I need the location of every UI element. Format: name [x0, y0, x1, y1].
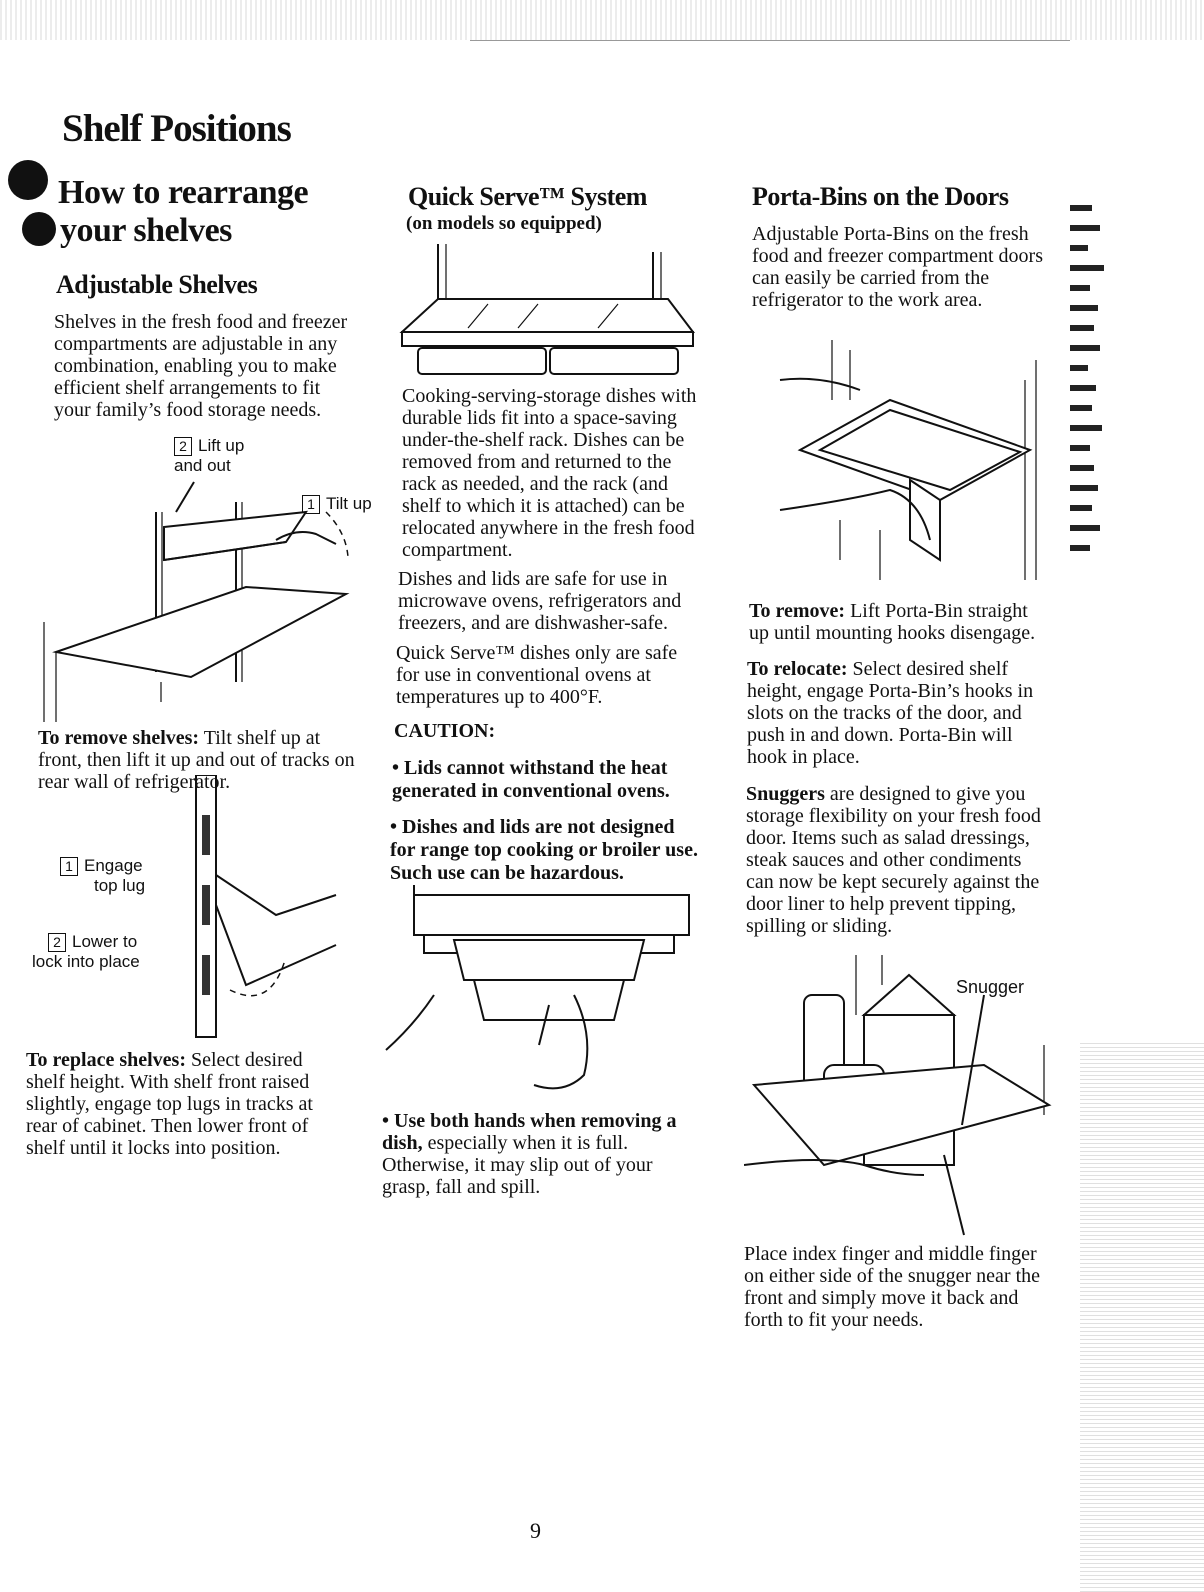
quick-serve-rack-illustration — [398, 244, 698, 380]
section-heading — [58, 174, 308, 250]
heading-line: your shelves — [60, 212, 232, 249]
fig2-label-lower: 2 Lower to lock into place — [32, 932, 140, 972]
scan-rule — [470, 40, 1070, 41]
fig1-label-tilt-up: 1 Tilt up — [302, 494, 372, 514]
adjustable-shelves-heading: Adjustable Shelves — [56, 270, 258, 299]
page-edge-marks — [1070, 205, 1110, 595]
snugger-illustration — [744, 955, 1054, 1240]
step-number: 2 — [174, 437, 192, 456]
step-number: 1 — [60, 857, 78, 876]
section-bullet-icon — [22, 212, 56, 246]
snuggers-text: Snuggers are designed to give you storage flexibility on your fresh food door. Items such as salad dressings, steak sauces and other condiments can now be kept securely against the door liner to help prevent tipping, spilling or sliding. — [746, 783, 1041, 937]
porta-bin-relocate-text: To relocate: Select desired shelf height, engage Porta-Bin’s hooks in slots on the tracks of the door, and push in and down. Porta-Bin will hook in place. — [747, 658, 1034, 768]
remove-shelves-text: To remove shelves: Tilt shelf up at front, then lift it up and out of tracks on rear wall of refrigerator. — [38, 727, 355, 793]
caution-item: • Lids cannot withstand the heat generated in conventional ovens. — [392, 757, 670, 802]
dish-removal-illustration — [384, 885, 694, 1095]
fig1-label-lift-up: 2 Lift up and out — [174, 436, 245, 476]
caution-item: • Dishes and lids are not designed for range top cooking or broiler use. Such use can be hazardous. — [390, 816, 698, 884]
quick-serve-para3: Quick Serve™ dishes only are safe for use in conventional ovens at temperatures up to 400°F. — [396, 642, 678, 708]
shelf-install-illustration — [150, 775, 350, 1040]
snugger-label: Snugger — [956, 977, 1025, 997]
quick-serve-para2: Dishes and lids are safe for use in microwave ovens, refrigerators and freezers, and are dishwasher-safe. — [398, 568, 682, 634]
step-number: 1 — [302, 495, 320, 514]
quick-serve-para1: Cooking-serving-storage dishes with durable lids fit into a space-saving under-the-shelf rack. Dishes can be removed from and returned to the rack as needed, and the rack (and shelf to which it is attached) can be relocated anywhere in the fresh food compartment. — [402, 385, 697, 561]
caution-label: CAUTION: — [394, 720, 496, 742]
porta-bin-remove-lead: To remove: — [749, 600, 846, 622]
replace-shelves-lead: To replace shelves: — [26, 1049, 186, 1071]
page-number: 9 — [530, 1518, 541, 1543]
shelf-removal-illustration — [36, 472, 366, 722]
remove-shelves-lead: To remove shelves: — [38, 727, 200, 749]
scan-noise-right — [1080, 1040, 1204, 1592]
quick-serve-subheading: (on models so equipped) — [406, 213, 602, 234]
hands-warning-text: • Use both hands when removing a dish, especially when it is full. Otherwise, it may slip out of your grasp, fall and spill. — [382, 1110, 677, 1198]
snuggers-lead: Snuggers — [746, 783, 825, 805]
step-number: 2 — [48, 933, 66, 952]
snugger-instructions: Place index finger and middle finger on either side of the snugger near the front and simply move it back and forth to fit your needs. — [744, 1243, 1041, 1331]
fig2-label-engage: 1 Engage top lug — [60, 856, 145, 895]
porta-bin-remove-text: To remove: Lift Porta-Bin straight up until mounting hooks disengage. — [749, 600, 1036, 644]
porta-bins-intro: Adjustable Porta-Bins on the fresh food and freezer compartment doors can easily be carried from the refrigerator to the work area. — [752, 223, 1043, 311]
heading-line: How to rearrange — [58, 174, 309, 211]
hands-warning-lead: • Use both hands when removing a dish, — [382, 1110, 677, 1154]
quick-serve-heading: Quick Serve™ System — [408, 182, 647, 211]
porta-bin-relocate-lead: To relocate: — [747, 658, 848, 680]
scan-noise-top — [0, 0, 1204, 40]
page-title: Shelf Positions — [62, 107, 291, 150]
replace-shelves-text: To replace shelves: Select desired shelf height. With shelf front raised slightly, engage top lugs in tracks at rear of cabinet. Then lower front of shelf until it locks into position. — [26, 1049, 313, 1159]
section-bullet-icon — [8, 160, 48, 200]
porta-bin-illustration — [740, 340, 1050, 590]
porta-bins-heading: Porta-Bins on the Doors — [752, 182, 1009, 211]
adjustable-shelves-intro: Shelves in the fresh food and freezer compartments are adjustable in any combination, enabling you to make efficient shelf arrangements to fit your family’s food storage needs. — [54, 311, 348, 421]
